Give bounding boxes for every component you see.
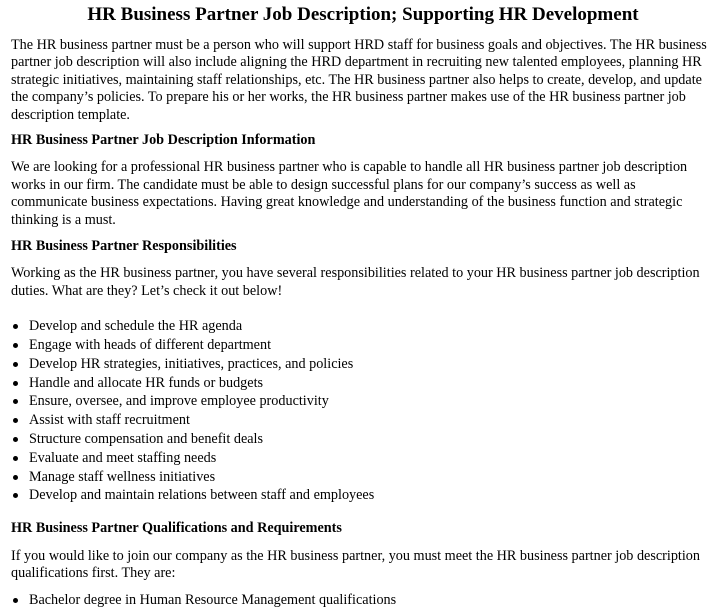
list-item: Develop HR strategies, initiatives, practices, and policies xyxy=(11,355,709,374)
list-item: Engage with heads of different department xyxy=(11,336,709,355)
list-item: Develop and schedule the HR agenda xyxy=(11,317,709,336)
list-item: Bachelor degree in Human Resource Management qualifications xyxy=(11,591,709,610)
responsibilities-paragraph: Working as the HR business partner, you have several responsibilities related to your HR business partner job description duties. What are they? Let’s check it out below! xyxy=(11,265,700,299)
list-item: Handle and allocate HR funds or budgets xyxy=(11,374,709,393)
list-item: Assist with staff recruitment xyxy=(11,411,709,430)
section-heading-info: HR Business Partner Job Description Information xyxy=(11,132,316,149)
section-heading-responsibilities: HR Business Partner Responsibilities xyxy=(11,238,237,255)
list-item: Ensure, oversee, and improve employee productivity xyxy=(11,392,709,411)
list-item: Structure compensation and benefit deals xyxy=(11,430,709,449)
list-item: Manage staff wellness initiatives xyxy=(11,468,709,487)
qualifications-list xyxy=(11,591,709,610)
info-paragraph: We are looking for a professional HR business partner who is capable to handle all HR business partner job description works in our firm. The candidate must be able to design successful plans for our company’s success as well as communicate business expectations. Having great knowledge and understanding of the business function and strategic thinking is a must. xyxy=(11,159,688,228)
page-title: HR Business Partner Job Description; Supporting HR Development xyxy=(87,4,639,25)
responsibilities-list xyxy=(11,317,709,505)
document xyxy=(11,3,709,610)
intro-paragraph: The HR business partner must be a person who will support HRD staff for business goals and objectives. The HR business partner job description will also include aligning the HRD department in recruiting new talented employees, planning HR strategic initiatives, maintaining staff relationships, etc. The HR business partner also helps to create, develop, and update the company’s policies. To prepare his or her works, the HR business partner makes use of the HR business partner job description template. xyxy=(11,37,707,123)
list-item: Evaluate and meet staffing needs xyxy=(11,449,709,468)
list-item: Develop and maintain relations between staff and employees xyxy=(11,486,709,505)
section-heading-qualifications: HR Business Partner Qualifications and Requirements xyxy=(11,520,342,537)
qualifications-paragraph: If you would like to join our company as the HR business partner, you must meet the HR business partner job description qualifications first. They are: xyxy=(11,547,700,582)
